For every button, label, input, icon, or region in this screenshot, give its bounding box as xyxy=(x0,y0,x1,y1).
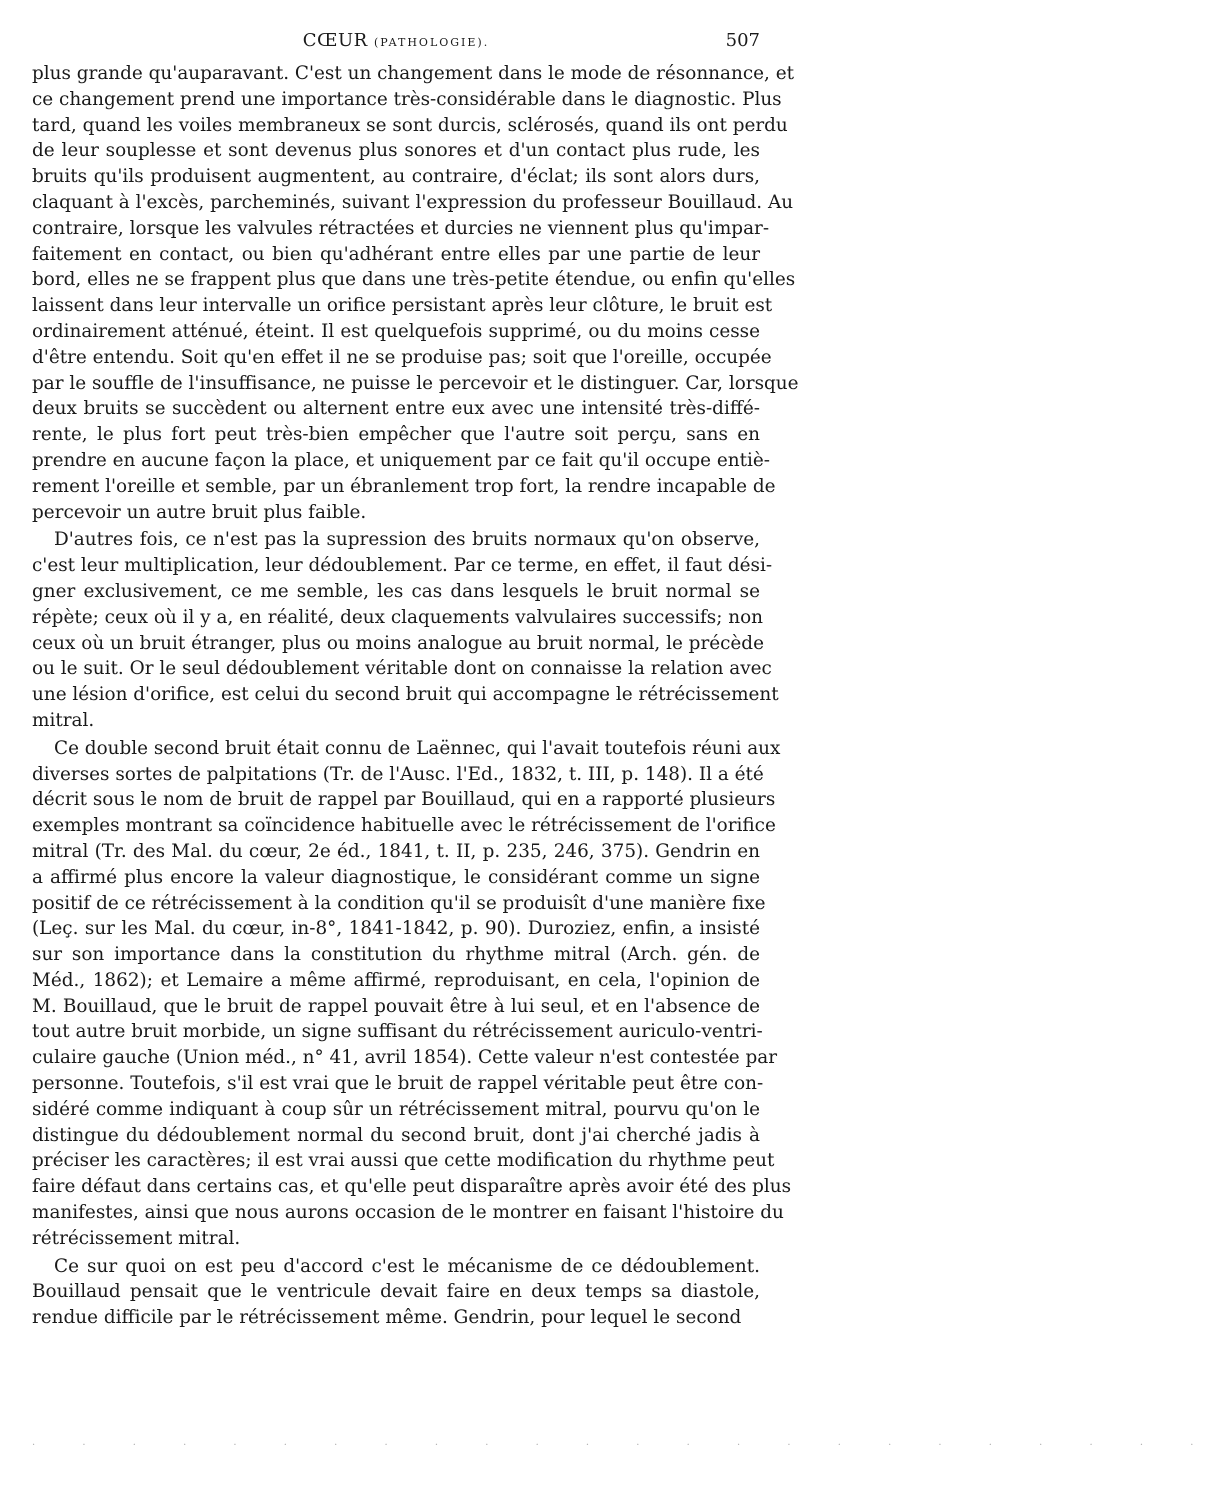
running-title-main: CŒUR xyxy=(302,30,368,51)
paragraph xyxy=(32,61,799,525)
text-line: distingue du dédoublement normal du second bruit, dont j'ai cherché jadis à xyxy=(32,1124,760,1146)
text-line: bord, elles ne se frappent plus que dans une très-petite étendue, ou enfin qu'elles xyxy=(32,269,796,291)
text-line: ordinairement atténué, éteint. Il est quelquefois supprimé, ou du moins cesse xyxy=(32,320,760,342)
page-number: 507 xyxy=(725,30,760,51)
paragraph xyxy=(32,1254,760,1331)
text-line: d'être entendu. Soit qu'en effet il ne se produise pas; soit que l'oreille, occupée xyxy=(32,346,772,368)
text-line: deux bruits se succèdent ou alternent entre eux avec une intensité très-diffé- xyxy=(32,398,760,420)
text-line: ceux où un bruit étranger, plus ou moins analogue au bruit normal, le précède xyxy=(32,632,764,654)
text-line: Ce sur quoi on est peu d'accord c'est le mécanisme de ce dédoublement. xyxy=(54,1255,760,1277)
text-line: faire défaut dans certains cas, et qu'elle peut disparaître après avoir été des plus xyxy=(32,1176,792,1198)
scan-noise-dots: · · · · · · · · · · · · · · · · · · · · · · · · xyxy=(32,1440,1215,1451)
text-line: répète; ceux où il y a, en réalité, deux claquements valvulaires successifs; non xyxy=(32,606,764,628)
text-line: manifestes, ainsi que nous aurons occasion de le montrer en faisant l'histoire du xyxy=(32,1202,784,1224)
text-line: tard, quand les voiles membraneux se sont durcis, sclérosés, quand ils ont perdu xyxy=(32,114,788,136)
text-line: ou le suit. Or le seul dédoublement véritable dont on connaisse la relation avec xyxy=(32,658,772,680)
text-line: diverses sortes de palpitations (Tr. de l'Ausc. l'Ed., 1832, t. III, p. 148). Il a été xyxy=(32,763,764,785)
text-line: par le souffle de l'insuffisance, ne puisse le percevoir et le distinguer. Car, lorsque xyxy=(32,372,799,394)
text-line: décrit sous le nom de bruit de rappel par Bouillaud, qui en a rapporté plusieurs xyxy=(32,789,776,811)
text-line: Méd., 1862); et Lemaire a même affirmé, reproduisant, en cela, l'opinion de xyxy=(32,969,760,991)
text-line: prendre en aucune façon la place, et uniquement par ce fait qu'il occupe entiè- xyxy=(32,449,770,471)
text-line: gner exclusivement, ce me semble, les cas dans lesquels le bruit normal se xyxy=(32,580,760,602)
text-line: rement l'oreille et semble, par un ébranlement trop fort, la rendre incapable de xyxy=(32,475,776,497)
text-line: sidéré comme indiquant à coup sûr un rétrécissement mitral, pourvu qu'on le xyxy=(32,1098,760,1120)
text-line: rendue difficile par le rétrécissement même. Gendrin, pour lequel le second xyxy=(32,1307,742,1329)
text-line: mitral (Tr. des Mal. du cœur, 2e éd., 1841, t. II, p. 235, 246, 375). Gendrin en xyxy=(32,840,760,862)
running-title-subtitle: (PATHOLOGIE). xyxy=(373,36,490,49)
text-line: positif de ce rétrécissement à la condition qu'il se produisît d'une manière fixe xyxy=(32,892,766,914)
text-line: contraire, lorsque les valvules rétractées et durcies ne viennent plus qu'impar- xyxy=(32,217,770,239)
text-line: culaire gauche (Union méd., n° 41, avril 1854). Cette valeur n'est contestée par xyxy=(32,1047,778,1069)
text-line: bruits qu'ils produisent augmentent, au contraire, d'éclat; ils sont alors durs, xyxy=(32,166,760,188)
text-line: laissent dans leur intervalle un orifice persistant après leur clôture, le bruit est xyxy=(32,295,773,317)
paragraph xyxy=(32,736,792,1252)
text-line: M. Bouillaud, que le bruit de rappel pouvait être à lui seul, et en l'absence de xyxy=(32,995,760,1017)
text-line: sur son importance dans la constitution du rhythme mitral (Arch. gén. de xyxy=(32,944,760,966)
text-line: exemples montrant sa coïncidence habituelle avec le rétrécissement de l'orifice xyxy=(32,815,776,837)
paragraph xyxy=(32,527,779,733)
text-line: de leur souplesse et sont devenus plus sonores et d'un contact plus rude, les xyxy=(32,140,760,162)
text-line: rétrécissement mitral. xyxy=(32,1227,241,1249)
text-line: une lésion d'orifice, est celui du second bruit qui accompagne le rétrécissement xyxy=(32,684,779,706)
text-line: faitement en contact, ou bien qu'adhérant entre elles par une partie de leur xyxy=(32,243,760,265)
text-line: ce changement prend une importance très-considérable dans le diagnostic. Plus xyxy=(32,88,782,110)
running-title xyxy=(32,30,760,51)
text-line: plus grande qu'auparavant. C'est un changement dans le mode de résonnance, et xyxy=(32,63,794,84)
page-header xyxy=(32,30,760,56)
text-line: c'est leur multiplication, leur dédoublement. Par ce terme, en effet, il faut dési- xyxy=(32,555,773,577)
text-line: percevoir un autre bruit plus faible. xyxy=(32,501,367,523)
text-line: personne. Toutefois, s'il est vrai que le bruit de rappel véritable peut être con- xyxy=(32,1073,764,1095)
text-line: a affirmé plus encore la valeur diagnostique, le considérant comme un signe xyxy=(32,866,760,888)
text-line: (Leç. sur les Mal. du cœur, in-8°, 1841-1842, p. 90). Duroziez, enfin, a insisté xyxy=(32,918,760,940)
text-line: mitral. xyxy=(32,709,95,731)
text-line: Bouillaud pensait que le ventricule devait faire en deux temps sa diastole, xyxy=(32,1281,760,1303)
text-line: D'autres fois, ce n'est pas la supression des bruits normaux qu'on observe, xyxy=(54,529,760,551)
text-line: Ce double second bruit était connu de Laënnec, qui l'avait toutefois réuni aux xyxy=(54,737,781,759)
text-line: préciser les caractères; il est vrai aussi que cette modification du rhythme peut xyxy=(32,1150,775,1172)
body-text xyxy=(32,61,799,1331)
text-line: rente, le plus fort peut très-bien empêcher que l'autre soit perçu, sans en xyxy=(32,424,760,446)
text-line: tout autre bruit morbide, un signe suffisant du rétrécissement auriculo-ventri- xyxy=(32,1021,763,1043)
text-line: claquant à l'excès, parcheminés, suivant l'expression du professeur Bouillaud. Au xyxy=(32,191,794,213)
